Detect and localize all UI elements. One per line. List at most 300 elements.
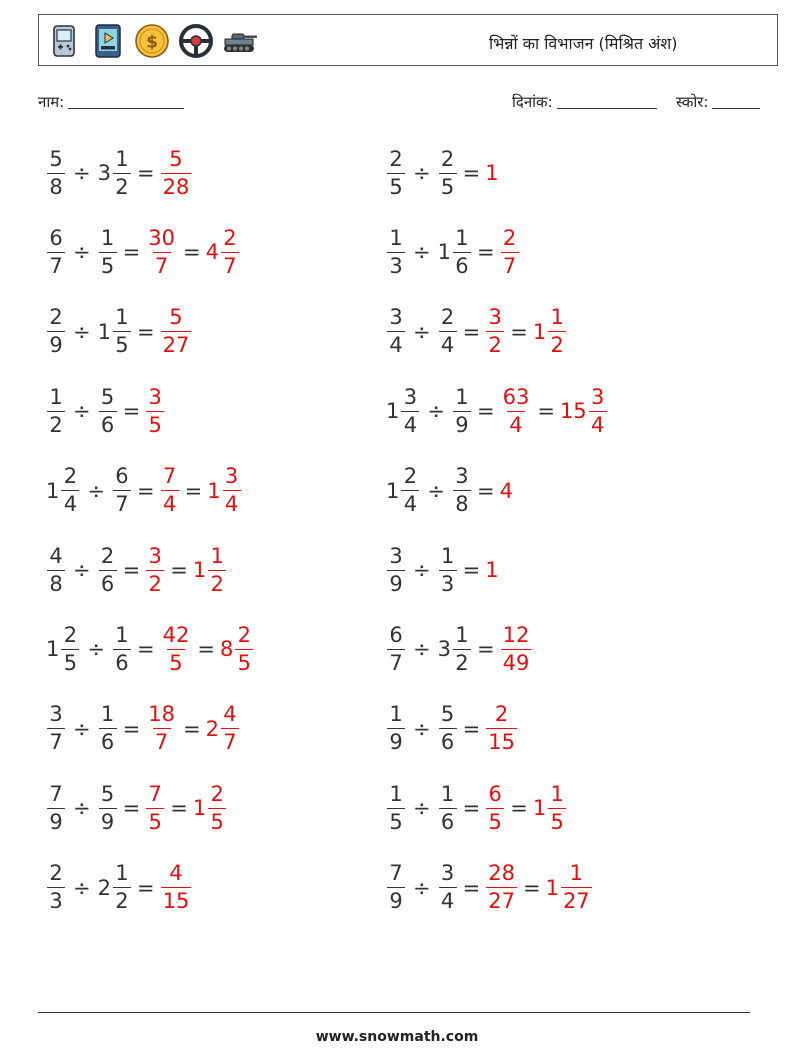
dividend-whole: 1	[386, 399, 400, 424]
dividend-number	[386, 622, 406, 675]
divisor-fraction	[99, 225, 117, 278]
divisor-numerator: 1	[455, 622, 469, 647]
answer-number	[500, 479, 514, 503]
divisor-whole: 3	[437, 637, 451, 662]
answer-denominator: 5	[208, 808, 226, 833]
dividend-denominator: 9	[387, 887, 405, 912]
answer-numerator: 28	[488, 861, 515, 886]
equals-sign: =	[122, 399, 141, 424]
answer-number	[485, 307, 505, 356]
dividend-fraction	[387, 781, 405, 834]
dividend-numerator: 3	[389, 543, 403, 568]
divisor-denominator: 6	[99, 570, 117, 595]
equals-sign: =	[537, 399, 555, 424]
answer-numerator: 5	[169, 146, 183, 171]
equals-sign: =	[122, 716, 141, 741]
divisor-numerator: 5	[100, 384, 115, 409]
answer-number	[205, 225, 240, 278]
divisor-denominator: 7	[113, 490, 131, 515]
answer-fraction	[221, 225, 239, 278]
equals-sign: =	[122, 796, 141, 821]
dividend-numerator: 6	[389, 622, 403, 647]
dividend-numerator: 1	[389, 225, 403, 250]
answer-number	[160, 146, 193, 199]
answer-denominator: 7	[221, 728, 239, 753]
equals-sign: =	[182, 716, 201, 741]
answer-fraction	[501, 384, 532, 437]
dividend-fraction	[387, 543, 405, 596]
divisor-number	[98, 543, 118, 596]
dividend-numerator: 1	[389, 781, 403, 806]
problem-6	[386, 302, 567, 362]
answer-whole: 2	[205, 716, 219, 741]
answer-number	[160, 307, 193, 356]
answer-denominator: 2	[208, 570, 226, 595]
divisor-fraction	[113, 863, 131, 912]
equals-sign: =	[462, 161, 481, 185]
answer-numerator: 6	[488, 781, 502, 806]
dividend-fraction	[401, 384, 419, 437]
divisor-fraction	[453, 622, 471, 675]
divide-sign: ÷	[73, 399, 91, 424]
divisor-denominator: 6	[453, 252, 471, 277]
dividend-fraction	[47, 146, 65, 199]
answer-numerator: 4	[223, 702, 237, 727]
divide-sign: ÷	[413, 558, 431, 582]
answer-number	[145, 704, 178, 753]
divisor-denominator: 6	[99, 411, 117, 436]
date-field[interactable]	[512, 92, 657, 112]
dividend-fraction	[61, 622, 79, 675]
answer-fraction	[146, 384, 164, 437]
divisor-number	[437, 622, 472, 675]
answer-fraction	[486, 704, 517, 753]
dividend-denominator: 4	[387, 331, 405, 356]
dividend-denominator: 3	[47, 887, 65, 912]
problem-10	[386, 461, 514, 521]
problem-8	[386, 381, 608, 441]
divisor-fraction	[439, 146, 457, 199]
dividend-numerator: 3	[403, 384, 418, 409]
answer-whole: 4	[205, 240, 219, 265]
problem-1	[46, 143, 192, 203]
divide-sign: ÷	[73, 716, 91, 741]
dividend-fraction	[47, 704, 65, 753]
answer-fraction	[221, 704, 239, 753]
answer-numerator: 1	[550, 781, 564, 806]
answer-denominator: 15	[488, 730, 515, 755]
date-blank[interactable]	[557, 94, 657, 109]
divisor-number	[437, 225, 472, 278]
answer-numerator: 42	[162, 622, 190, 647]
answer-fraction	[146, 543, 164, 596]
date-label: दिनांक:	[512, 93, 553, 111]
dividend-fraction	[47, 543, 65, 596]
answer-number	[485, 704, 518, 753]
answer-numerator: 5	[169, 305, 183, 330]
equals-sign: =	[476, 478, 495, 503]
dividend-numerator: 2	[49, 861, 63, 886]
answer-denominator: 27	[488, 889, 515, 914]
divisor-denominator: 2	[113, 173, 131, 198]
divisor-fraction	[99, 781, 117, 834]
answer-numerator: 63	[502, 384, 530, 409]
answer-number	[559, 384, 608, 437]
dividend-numerator: 2	[389, 146, 403, 171]
divide-sign: ÷	[413, 161, 431, 185]
divisor-numerator: 2	[440, 305, 455, 330]
answer-denominator: 49	[502, 650, 530, 675]
answer-number	[500, 225, 520, 278]
answer-numerator: 3	[224, 464, 239, 489]
equals-sign: =	[122, 240, 141, 265]
divisor-whole: 1	[437, 240, 451, 265]
divide-sign: ÷	[413, 319, 431, 344]
name-blank[interactable]	[68, 94, 184, 109]
divisor-numerator: 1	[115, 622, 129, 647]
dividend-fraction	[387, 863, 405, 912]
problem-19	[46, 858, 192, 918]
divisor-numerator: 1	[455, 225, 469, 250]
answer-number	[500, 622, 533, 675]
divisor-number	[98, 307, 132, 356]
divisor-number	[452, 384, 472, 437]
answer-fraction	[146, 704, 177, 753]
dividend-fraction	[387, 307, 405, 356]
dividend-numerator: 6	[49, 225, 63, 250]
divide-sign: ÷	[73, 161, 91, 185]
dividend-denominator: 9	[387, 570, 405, 595]
score-blank[interactable]	[712, 94, 760, 109]
answer-denominator: 5	[167, 649, 185, 674]
tank-icon	[221, 22, 259, 60]
answer-numerator: 12	[502, 622, 530, 647]
divisor-number	[438, 704, 458, 753]
answer-numerator: 1	[550, 305, 564, 330]
problem-11	[46, 540, 227, 600]
divisor-denominator: 2	[113, 887, 131, 912]
divisor-fraction	[453, 384, 471, 437]
divide-sign: ÷	[87, 478, 105, 503]
footer-divider	[38, 1012, 750, 1013]
equals-sign: =	[170, 558, 188, 582]
divide-sign: ÷	[73, 319, 91, 344]
answer-denominator: 15	[162, 889, 190, 914]
divisor-fraction	[439, 863, 457, 912]
equals-sign: =	[476, 637, 495, 662]
equals-sign: =	[184, 478, 203, 503]
answer-fraction	[208, 543, 226, 596]
problem-13	[46, 619, 254, 679]
divisor-fraction	[439, 543, 457, 596]
answer-denominator: 4	[161, 490, 179, 515]
divisor-fraction	[439, 781, 457, 834]
dividend-denominator: 4	[61, 490, 79, 515]
answer-numerator: 3	[590, 384, 605, 409]
dividend-number	[46, 384, 66, 437]
dividend-number	[386, 384, 420, 437]
answer-whole: 1	[532, 796, 547, 821]
problem-5	[46, 302, 192, 362]
dividend-fraction	[61, 466, 79, 515]
dividend-denominator: 3	[387, 252, 405, 277]
dividend-numerator: 2	[403, 464, 418, 489]
divisor-denominator: 8	[453, 490, 471, 515]
dividend-number	[46, 781, 66, 834]
answer-number	[207, 466, 241, 515]
dividend-number	[46, 225, 66, 278]
problem-2	[386, 143, 500, 203]
problem-4	[386, 222, 520, 282]
dividend-number	[386, 466, 420, 515]
dividend-number	[46, 704, 66, 753]
answer-denominator: 7	[153, 252, 171, 277]
dividend-denominator: 9	[47, 808, 65, 833]
answer-fraction	[548, 781, 566, 834]
divisor-fraction	[99, 704, 117, 753]
dividend-denominator: 8	[47, 173, 65, 198]
equals-sign: =	[510, 319, 528, 344]
answer-denominator: 4	[507, 411, 525, 436]
dividend-denominator: 8	[47, 570, 65, 595]
answer-denominator: 4	[223, 490, 241, 515]
equals-sign: =	[510, 796, 528, 821]
answer-number	[533, 307, 567, 356]
answer-number	[192, 543, 227, 596]
divisor-denominator: 5	[439, 173, 457, 198]
answer-fraction	[486, 307, 504, 356]
dollar-coin-icon	[133, 22, 171, 60]
problem-3	[46, 222, 240, 282]
equals-sign: =	[462, 796, 481, 821]
answer-denominator: 7	[153, 728, 171, 753]
divisor-fraction	[439, 307, 457, 356]
divisor-denominator: 6	[99, 728, 117, 753]
problem-16	[386, 699, 518, 759]
divisor-denominator: 6	[439, 808, 457, 833]
dividend-number	[46, 146, 66, 199]
answer-numerator: 2	[502, 225, 517, 250]
divisor-number	[112, 622, 132, 675]
divide-sign: ÷	[73, 558, 91, 582]
answer-numerator: 3	[148, 384, 162, 409]
answer-denominator: 2	[548, 331, 566, 356]
answer-numerator: 1	[569, 861, 583, 886]
answer-whole: 1	[485, 558, 499, 582]
answer-number	[485, 781, 505, 834]
problem-7	[46, 381, 165, 441]
answer-fraction	[486, 781, 504, 834]
dividend-number	[386, 146, 406, 199]
equals-sign: =	[197, 637, 215, 662]
dividend-number	[386, 863, 406, 912]
answer-denominator: 27	[162, 333, 190, 358]
dividend-numerator: 4	[49, 543, 63, 568]
divisor-numerator: 1	[100, 225, 115, 250]
answer-number	[160, 622, 193, 675]
divisor-numerator: 2	[100, 543, 115, 568]
dividend-fraction	[387, 225, 405, 278]
answer-denominator: 4	[589, 411, 607, 436]
dividend-numerator: 1	[389, 702, 403, 727]
dividend-numerator: 1	[49, 384, 63, 409]
divisor-numerator: 1	[455, 384, 469, 409]
divisor-number	[438, 781, 458, 834]
dividend-numerator: 2	[63, 622, 78, 647]
dividend-fraction	[387, 622, 405, 675]
dividend-fraction	[47, 781, 65, 834]
answer-fraction	[161, 466, 179, 515]
answer-number	[532, 781, 567, 834]
dividend-number	[46, 863, 66, 912]
score-label: स्कोर:	[676, 93, 709, 111]
answer-fraction	[161, 307, 192, 356]
divisor-number	[98, 384, 118, 437]
dividend-fraction	[401, 466, 419, 515]
equals-sign: =	[522, 875, 541, 900]
answer-number	[145, 384, 165, 437]
answer-number	[546, 863, 593, 912]
equals-sign: =	[136, 875, 155, 900]
answer-fraction	[223, 466, 241, 515]
answer-number	[485, 863, 518, 912]
name-field[interactable]	[38, 92, 184, 112]
steering-wheel-icon	[177, 22, 215, 60]
divisor-denominator: 4	[439, 887, 457, 912]
dividend-fraction	[47, 384, 65, 437]
dividend-fraction	[387, 146, 405, 199]
answer-number	[145, 225, 178, 278]
divisor-denominator: 9	[99, 808, 117, 833]
equals-sign: =	[462, 875, 481, 900]
dividend-numerator: 3	[389, 305, 403, 330]
dividend-whole: 1	[46, 637, 60, 662]
dividend-numerator: 2	[63, 464, 78, 489]
answer-whole: 1	[485, 161, 499, 185]
svg-text:$: $	[146, 32, 158, 53]
divisor-numerator: 1	[115, 861, 129, 886]
answer-fraction	[486, 863, 517, 912]
problem-20	[386, 858, 593, 918]
answer-numerator: 3	[148, 543, 162, 568]
dividend-denominator: 5	[387, 173, 405, 198]
problem-17	[46, 778, 227, 838]
dividend-numerator: 2	[49, 305, 63, 330]
answer-numerator: 2	[237, 622, 251, 647]
answer-denominator: 7	[501, 252, 519, 277]
answer-denominator: 5	[548, 808, 566, 833]
problem-18	[386, 778, 567, 838]
answer-whole: 1	[532, 319, 547, 344]
dividend-fraction	[47, 225, 65, 278]
answer-whole: 1	[192, 558, 207, 582]
dividend-denominator: 5	[387, 808, 405, 833]
answer-denominator: 2	[486, 331, 504, 356]
answer-numerator: 30	[148, 225, 175, 250]
answer-fraction	[501, 225, 519, 278]
equals-sign: =	[136, 637, 155, 662]
equals-sign: =	[476, 399, 495, 424]
dividend-number	[46, 622, 80, 675]
gameboy-icon	[45, 22, 83, 60]
problem-14	[386, 619, 532, 679]
dividend-number	[386, 543, 406, 596]
dividend-denominator: 4	[401, 490, 419, 515]
dividend-denominator: 2	[47, 411, 65, 436]
divisor-number	[112, 466, 132, 515]
dividend-numerator: 5	[49, 146, 63, 171]
divisor-denominator: 5	[99, 252, 117, 277]
answer-denominator: 7	[221, 252, 239, 277]
equals-sign: =	[182, 240, 201, 265]
dividend-numerator: 3	[49, 702, 63, 727]
divisor-denominator: 4	[439, 331, 457, 356]
divisor-fraction	[99, 384, 117, 437]
divisor-numerator: 1	[440, 543, 455, 568]
answer-whole: 8	[219, 637, 234, 662]
answer-fraction	[146, 781, 164, 834]
answer-number	[192, 781, 227, 834]
divisor-number	[452, 466, 472, 515]
equals-sign: =	[462, 716, 481, 741]
answer-numerator: 7	[162, 464, 177, 489]
worksheet-header	[38, 14, 778, 66]
divisor-denominator: 6	[439, 728, 457, 753]
answer-fraction	[235, 622, 253, 675]
divisor-number	[97, 146, 132, 199]
divisor-numerator: 5	[100, 781, 115, 806]
divide-sign: ÷	[413, 875, 431, 900]
divide-sign: ÷	[413, 637, 431, 662]
answer-whole: 1	[545, 875, 559, 900]
divisor-whole: 2	[97, 875, 111, 900]
dividend-denominator: 4	[401, 411, 419, 436]
answer-number	[485, 558, 499, 582]
dividend-denominator: 9	[47, 331, 65, 356]
answer-denominator: 5	[486, 808, 504, 833]
dividend-number	[46, 466, 80, 515]
divisor-numerator: 3	[455, 464, 469, 489]
answer-denominator: 28	[162, 174, 190, 199]
answer-denominator: 5	[146, 808, 164, 833]
divisor-number	[98, 781, 118, 834]
divisor-numerator: 2	[440, 146, 455, 171]
equals-sign: =	[170, 796, 188, 821]
answer-denominator: 2	[146, 570, 164, 595]
answer-numerator: 1	[210, 543, 224, 568]
divide-sign: ÷	[413, 796, 431, 821]
dividend-whole: 1	[386, 478, 400, 503]
equals-sign: =	[136, 161, 155, 185]
divisor-numerator: 3	[440, 861, 455, 886]
divide-sign: ÷	[427, 478, 445, 503]
dividend-fraction	[47, 307, 65, 356]
answer-fraction	[161, 863, 192, 912]
divisor-fraction	[113, 146, 131, 199]
divide-sign: ÷	[413, 240, 431, 265]
answer-number	[145, 781, 165, 834]
dividend-number	[46, 307, 66, 356]
divisor-fraction	[439, 704, 457, 753]
equals-sign: =	[462, 319, 481, 344]
answer-fraction	[501, 622, 532, 675]
divide-sign: ÷	[73, 240, 91, 265]
answer-number	[160, 466, 180, 515]
answer-fraction	[561, 863, 592, 912]
dividend-denominator: 7	[47, 728, 65, 753]
score-field[interactable]	[676, 92, 760, 112]
divisor-numerator: 1	[115, 146, 129, 171]
